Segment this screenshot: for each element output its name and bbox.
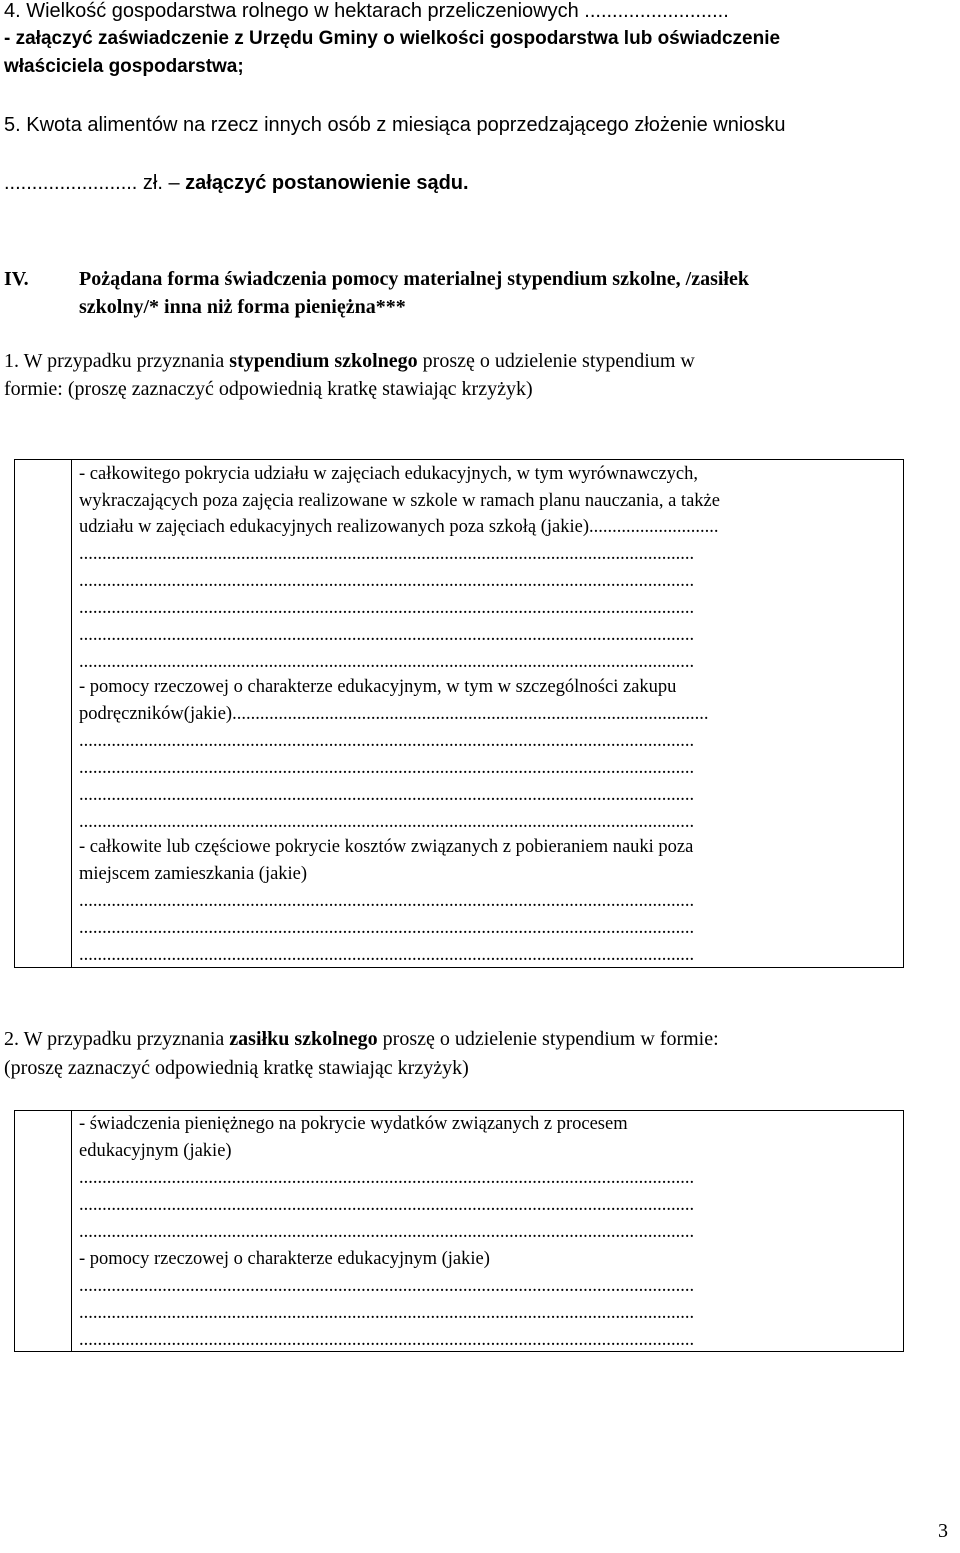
item5-amount-field[interactable]: ........................ zł. –: [4, 172, 186, 194]
answer-line[interactable]: .....................................................................................................................................: [79, 571, 695, 591]
option-checkbox-2[interactable]: [15, 1111, 72, 1352]
answer-line[interactable]: .....................................................................................................................................: [79, 1168, 695, 1188]
answer-line[interactable]: .....................................................................................................................................: [79, 652, 695, 672]
answer-line[interactable]: .....................................................................................................................................: [79, 1222, 695, 1242]
answer-line[interactable]: .....................................................................................................................................: [79, 758, 695, 778]
item5-line2: [4, 172, 469, 195]
answer-line[interactable]: .....................................................................................................................................: [79, 544, 695, 564]
answer-line[interactable]: .....................................................................................................................................: [79, 945, 695, 965]
section4-number: IV.: [4, 268, 29, 290]
item5-line1: 5. Kwota alimentów na rzecz innych osób z miesiąca poprzedzającego złożenie wniosku: [4, 114, 786, 136]
point2-line2: (proszę zaznaczyć odpowiednią kratkę stawiając krzyżyk): [4, 1057, 469, 1079]
item4-attach-line1: - załączyć zaświadczenie z Urzędu Gminy o wielkości gospodarstwa lub oświadczenie: [4, 28, 781, 49]
answer-line[interactable]: .....................................................................................................................................: [79, 1195, 695, 1215]
section4-heading-line2: szkolny/* inna niż forma pieniężna***: [79, 296, 406, 318]
option-checkbox-1[interactable]: [15, 460, 72, 968]
answer-line[interactable]: .....................................................................................................................................: [79, 891, 695, 911]
answer-line[interactable]: .....................................................................................................................................: [79, 1276, 695, 1296]
answer-line[interactable]: .....................................................................................................................................: [79, 625, 695, 645]
answer-line[interactable]: .....................................................................................................................................: [79, 1303, 695, 1323]
section4-heading-line1: Pożądana forma świadczenia pomocy materialnej stypendium szkolne, /zasiłek: [79, 268, 749, 290]
answer-line[interactable]: .....................................................................................................................................: [79, 785, 695, 805]
point2-line1: 2. W przypadku przyznania zasiłku szkolnego proszę o udzielenie stypendium w formie:: [4, 1028, 719, 1050]
options-table-2: [14, 1110, 904, 1352]
answer-line[interactable]: .....................................................................................................................................: [79, 598, 695, 618]
options-text-cell-2: - świadczenia pieniężnego na pokrycie wydatków związanych z procesem edukacyjnym (jakie) ..................................................................................................................................... ..................................................................................................................................... ..................................................................................................................................... - pomocy rzeczowej o charakterze edukacyjnym (jakie) ..................................................................................................................................... ..................................................................................................................................... .....................................................................................................................................: [72, 1111, 904, 1352]
answer-line[interactable]: .....................................................................................................................................: [79, 918, 695, 938]
options-table-1: [14, 459, 904, 968]
item4-title: 4. Wielkość gospodarstwa rolnego w hektarach przeliczeniowych ..........................: [4, 0, 729, 22]
point1-line1: 1. W przypadku przyznania stypendium szkolnego proszę o udzielenie stypendium w: [4, 350, 695, 372]
item5-attach-note: załączyć postanowienie sądu.: [185, 172, 469, 194]
answer-line[interactable]: .....................................................................................................................................: [79, 731, 695, 751]
options-text-cell-1: - całkowitego pokrycia udziału w zajęciach edukacyjnych, w tym wyrównawczych, wykraczających poza zajęcia realizowane w szkole w ramach planu nauczania, a także udziału w zajęciach edukacyjnych realizowanych poza szkołą (jakie)............................ ..................................................................................................................................... ..................................................................................................................................... ..................................................................................................................................... ..................................................................................................................................... ..................................................................................................................................... - pomocy rzeczowej o charakterze edukacyjnym, w tym w szczególności zakupu podręczników(jakie)....................................................................................................... ..................................................................................................................................... ..................................................................................................................................... ..................................................................................................................................... ..................................................................................................................................... - całkowite lub częściowe pokrycie kosztów związanych z pobieraniem nauki poza miejscem zamieszkania (jakie) ..................................................................................................................................... ..................................................................................................................................... .....................................................................................................................................: [72, 460, 904, 968]
item4-attach-line2: właściciela gospodarstwa;: [4, 56, 244, 77]
page-number: 3: [938, 1520, 948, 1542]
answer-line[interactable]: .....................................................................................................................................: [79, 1330, 695, 1350]
point1-line2: formie: (proszę zaznaczyć odpowiednią kratkę stawiając krzyżyk): [4, 378, 533, 400]
answer-line[interactable]: .....................................................................................................................................: [79, 812, 695, 832]
